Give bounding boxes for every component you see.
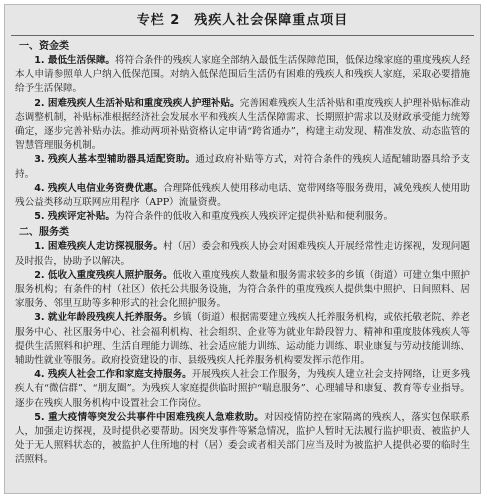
section-heading-services: 二、服务类 — [19, 227, 69, 239]
list-item — [15, 368, 470, 411]
list-item — [15, 240, 470, 268]
list-item — [15, 210, 470, 224]
list-item — [15, 269, 470, 312]
item-body: 乡镇（街道）根据需要建立残疾人托养服务机构，或依托敬老院、养老服务中心、社区服务中心、社会福利机构、社会组织、企业等为就业年龄段智力、精神和重度肢体残疾人等提供生活照料和护理、生活自理能力训练、社会适应能力训练、运动能力训练、职业康复与劳动技能训练、辅助性就业等服务。政府投资建设的市、县级残疾人托养服务机构要发挥示范作用。 — [15, 312, 470, 367]
item-body: 低收入重度残疾人数量和服务需求较多的乡镇（街道）可建立集中照护服务机构；有条件的村（社区）依托公共服务设施，为符合条件的重度残疾人提供集中照护、日间照料、居家服务、邻里互助等多种形式的社会化照护服务。 — [15, 269, 470, 310]
item-lead: 4. 残疾人电信业务资费优惠。 — [34, 182, 163, 194]
item-lead: 5. 重大疫情等突发公共事件中困难残疾人急难救助。 — [34, 411, 265, 423]
section-heading-funding: 一、资金类 — [19, 41, 69, 52]
item-lead: 1. 最低生活保障。 — [34, 55, 116, 66]
item-lead: 4. 残疾人社会工作和家庭支持服务。 — [34, 369, 192, 381]
item-body: 将符合条件的残疾人家庭全部纳入最低生活保障范围，低保边缘家庭的重度残疾人经本人申请参照单人户纳入低保范围。对纳入低保范围后生活仍有困难的残疾人和残疾人家庭，采取必要措施给予生活保障。 — [15, 55, 470, 95]
item-body: 对因疫情防控在家隔离的残疾人，落实包保联系人，加强走访探视，及时提供必要帮助。因突发事件等紧急情况，监护人暂时无法履行监护职责、被监护人处于无人照料状态的，被监护人住所地的村（居）委会或者相关部门应当及时为被监护人提供必要的临时生活照料。 — [15, 411, 471, 466]
item-body: 合理降低残疾人使用移动电话、宽带网络等服务费用，减免残疾人使用助残公益类移动互联网应用程序（APP）流量资费。 — [15, 182, 470, 209]
list-item — [15, 411, 470, 468]
item-body: 为符合条件的低收入和重度残疾人残疾评定提供补贴和便利服务。 — [115, 211, 394, 223]
column-content — [5, 36, 480, 468]
list-item — [15, 153, 470, 181]
column-number: 专栏 2 — [136, 13, 181, 28]
item-body: 通过政府补贴等方式，对符合条件的残疾人适配辅助器具给予支持。 — [15, 154, 471, 180]
item-body: 村（居）委会和残疾人协会对困难残疾人开展经常性走访探视，发现问题及时报告，协助予以解决。 — [15, 241, 470, 267]
list-item — [15, 54, 470, 97]
item-lead: 2. 困难残疾人生活补贴和重度残疾人护理补贴。 — [34, 97, 240, 109]
list-item — [15, 97, 470, 154]
list-item — [15, 182, 470, 210]
item-lead: 5. 残疾评定补贴。 — [34, 211, 116, 223]
column-title — [5, 7, 480, 35]
item-lead: 3. 就业年龄段残疾人托养服务。 — [34, 312, 173, 324]
item-lead: 1. 困难残疾人走访探视服务。 — [34, 241, 163, 253]
special-column-box — [4, 4, 481, 494]
item-body: 开展残疾人社会工作服务，为残疾人建立社会支持网络，让更多残疾人有“微信群”、“朋友圈”。为残疾人家庭提供临时照护“喘息服务”、心理辅导和康复、教育等专业指导。逐步在残疾人服务机构中设置社会工作岗位。 — [15, 369, 470, 409]
column-title-text: 残疾人社会保障重点项目 — [194, 13, 349, 28]
item-lead: 3. 残疾人基本型辅助器具适配资助。 — [34, 154, 196, 166]
item-body: 完善困难残疾人生活补贴和重度残疾人护理补贴标准动态调整机制，补贴标准根据经济社会发展水平和残疾人生活保障需求、长期照护需求以及财政承受能力统筹确定，逐步完善补贴办法。推动两项补贴资格认定申请“跨省通办”，构建主动发现、精准发放、动态监管的智慧管理服务机制。 — [15, 97, 470, 152]
list-item — [15, 311, 470, 368]
item-lead: 2. 低收入重度残疾人照护服务。 — [34, 269, 173, 281]
